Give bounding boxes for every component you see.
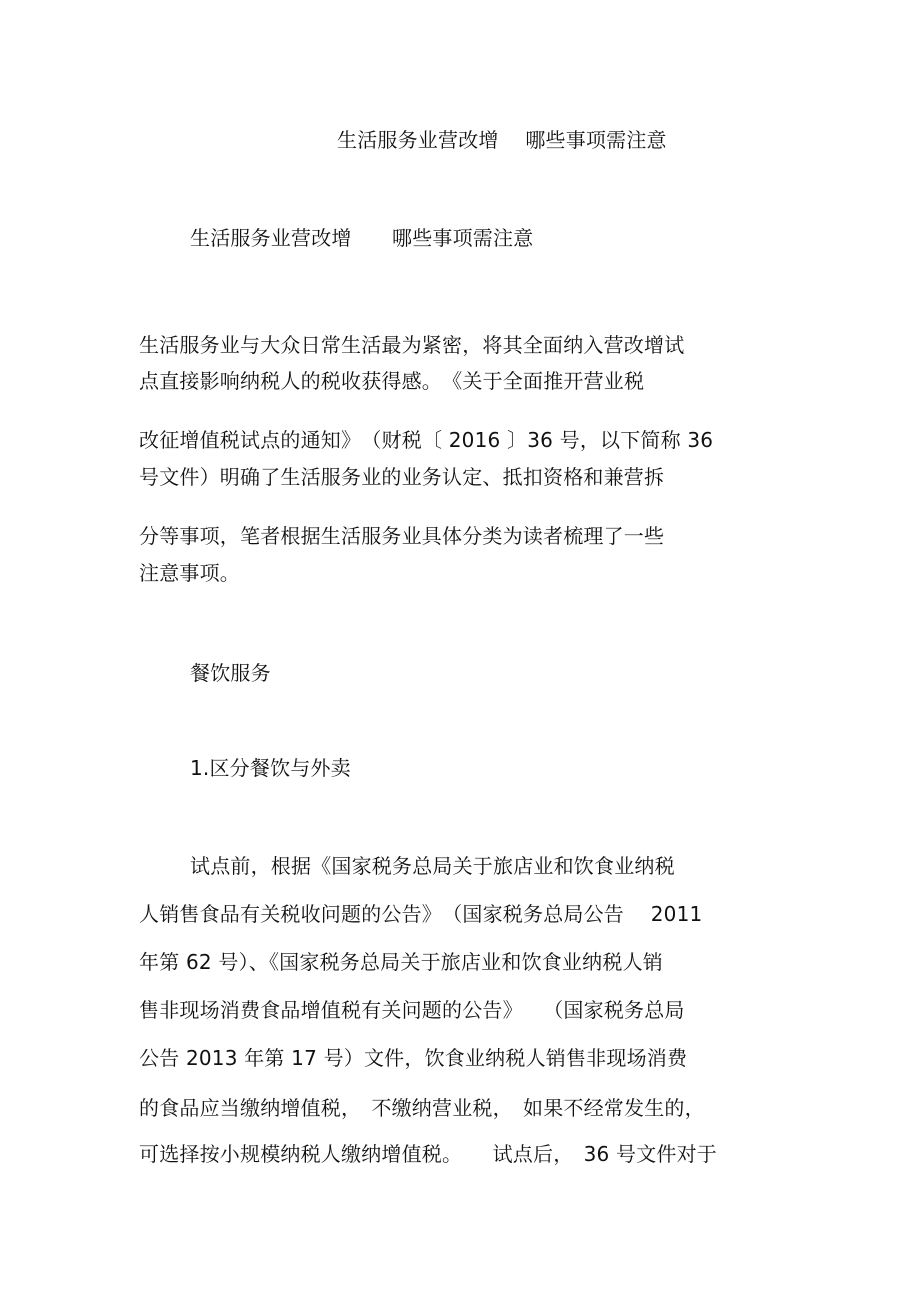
body-line: 的食品应当缴纳增值税， 不缴纳营业税， 如果不经常发生的，	[139, 1096, 705, 1120]
body-line: 人销售食品有关税收问题的公告》 （国家税务总局公告 2011	[139, 902, 703, 926]
intro-line: 生活服务业与大众日常生活最为紧密，将其全面纳入营改增试	[139, 333, 685, 357]
intro-line: 点直接影响纳税人的税收获得感。 《关于全面推开营业税	[139, 369, 645, 393]
intro-line: 号文件）明确了生活服务业的业务认定、抵扣资格和兼营拆	[139, 465, 665, 489]
body-line: 公告 2013 年第 17 号）文件，饮食业纳税人销售非现场消费	[139, 1046, 688, 1070]
intro-line: 改征增值税试点的通知》 （财税〔 2016 〕36 号，以下简称 36	[139, 428, 714, 452]
subsection-heading: 1.区分餐饮与外卖	[190, 756, 351, 780]
intro-line: 分等事项，笔者根据生活服务业具体分类为读者梳理了一些	[139, 524, 665, 548]
intro-line: 注意事项。	[139, 561, 240, 585]
body-line: 售非现场消费食品增值税有关问题的公告》 （国家税务总局	[139, 998, 685, 1022]
document-title: 生活服务业营改增 哪些事项需注意	[337, 128, 667, 152]
body-line: 可选择按小规模纳税人缴纳增值税。 试点后， 36 号文件对于	[139, 1142, 718, 1166]
document-subtitle: 生活服务业营改增 哪些事项需注意	[190, 226, 534, 250]
body-line: 年第 62 号）、《国家税务总局关于旅店业和饮食业纳税人销	[139, 950, 663, 974]
body-line: 试点前，根据《国家税务总局关于旅店业和饮食业纳税	[190, 854, 675, 878]
section-heading: 餐饮服务	[190, 661, 271, 685]
